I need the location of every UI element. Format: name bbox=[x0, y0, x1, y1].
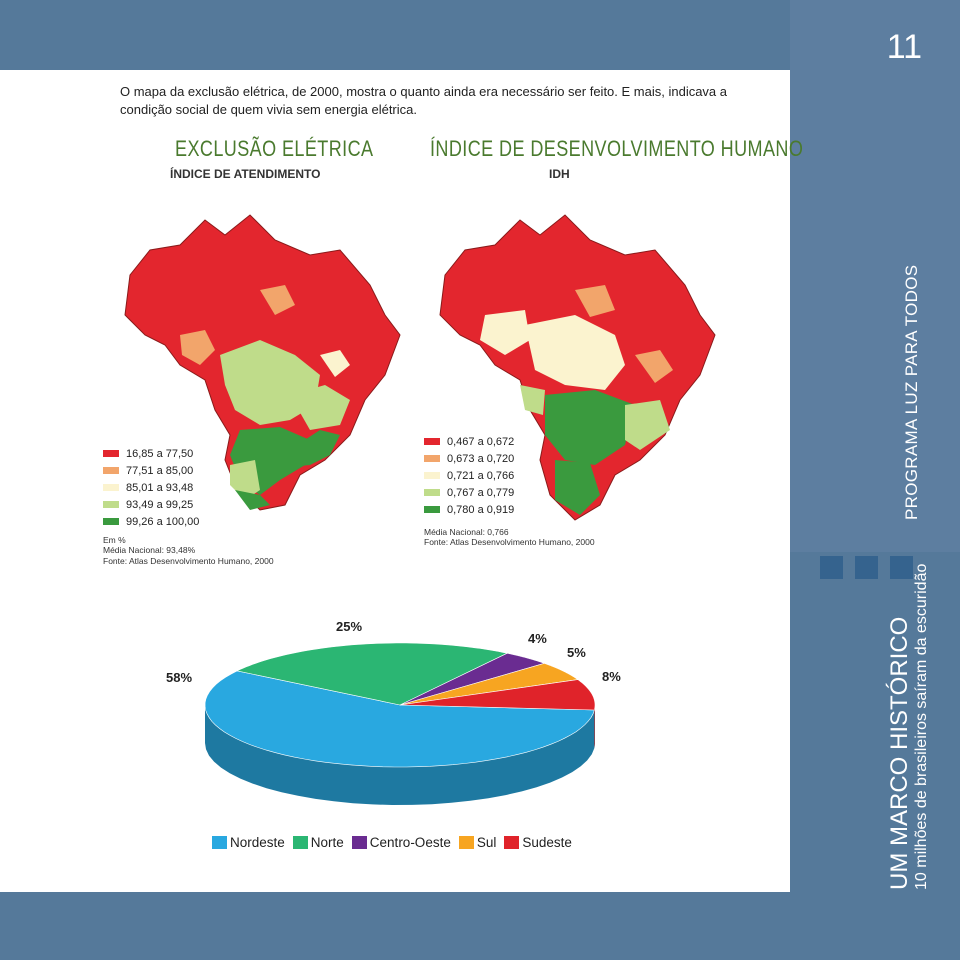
legend-item: 85,01 a 93,48 bbox=[103, 479, 199, 496]
legend-swatch bbox=[103, 484, 119, 491]
pie-label-norte: 25% bbox=[336, 619, 363, 634]
section-title: PROGRAMA LUZ PARA TODOS bbox=[902, 264, 921, 520]
unit-note: Em % bbox=[103, 535, 126, 545]
map-subtitle-atendimento: ÍNDICE DE ATENDIMENTO bbox=[170, 167, 321, 181]
pie-legend-item: Centro-Oeste bbox=[352, 835, 451, 850]
legend-swatch bbox=[103, 518, 119, 525]
legend-swatch bbox=[424, 472, 440, 479]
source-idh: Fonte: Atlas Desenvolvimento Humano, 2000 bbox=[424, 537, 595, 547]
pie-label-sul: 5% bbox=[567, 645, 586, 660]
legend-item: 99,26 a 100,00 bbox=[103, 513, 199, 530]
legend-swatch bbox=[504, 836, 519, 849]
pie-legend bbox=[212, 835, 580, 850]
legend-swatch bbox=[424, 455, 440, 462]
legend-item: 0,467 a 0,672 bbox=[424, 433, 514, 450]
legend-exclusao bbox=[103, 445, 199, 530]
sidebar-upper bbox=[790, 0, 960, 552]
legend-swatch bbox=[424, 489, 440, 496]
legend-swatch bbox=[103, 450, 119, 457]
pie-label-centro-oeste: 4% bbox=[528, 631, 547, 646]
intro-text: O mapa da exclusão elétrica, de 2000, mostra o quanto ainda era necessário ser feito. E mais, indicava a condição social de quem vivia sem energia elétrica. bbox=[120, 84, 728, 117]
pie-legend-item: Nordeste bbox=[212, 835, 285, 850]
legend-item: 16,85 a 77,50 bbox=[103, 445, 199, 462]
pie-legend-item: Sudeste bbox=[504, 835, 572, 850]
square-icon bbox=[820, 556, 843, 579]
legend-item: 93,49 a 99,25 bbox=[103, 496, 199, 513]
legend-swatch bbox=[212, 836, 227, 849]
pie-legend-item: Sul bbox=[459, 835, 497, 850]
square-icon bbox=[890, 556, 913, 579]
top-band bbox=[0, 0, 790, 70]
legend-idh bbox=[424, 433, 514, 518]
legend-swatch bbox=[424, 438, 440, 445]
legend-item: 0,721 a 0,766 bbox=[424, 467, 514, 484]
map-title-idh: ÍNDICE DE DESENVOLVIMENTO HUMANO bbox=[430, 136, 804, 161]
square-icon bbox=[855, 556, 878, 579]
bottom-band bbox=[0, 892, 790, 960]
pie-chart bbox=[190, 610, 610, 835]
page-number: 11 bbox=[886, 28, 922, 66]
legend-item: 0,673 a 0,720 bbox=[424, 450, 514, 467]
national-average-exclusao: Média Nacional: 93,48% bbox=[103, 545, 196, 555]
national-average-idh: Média Nacional: 0,766 bbox=[424, 527, 509, 537]
decorative-squares bbox=[820, 556, 913, 579]
milestone-subtitle: 10 milhões de brasileiros saíram da escuridão bbox=[913, 563, 930, 890]
legend-swatch bbox=[352, 836, 367, 849]
legend-item: 0,767 a 0,779 bbox=[424, 484, 514, 501]
legend-swatch bbox=[293, 836, 308, 849]
legend-swatch bbox=[424, 506, 440, 513]
legend-item: 0,780 a 0,919 bbox=[424, 501, 514, 518]
pie-label-nordeste: 58% bbox=[166, 670, 193, 685]
map-title-exclusao: EXCLUSÃO ELÉTRICA bbox=[175, 136, 374, 161]
legend-item: 77,51 a 85,00 bbox=[103, 462, 199, 479]
legend-swatch bbox=[103, 501, 119, 508]
pie-label-sudeste: 8% bbox=[602, 669, 621, 684]
legend-swatch bbox=[103, 467, 119, 474]
milestone-title: UM MARCO HISTÓRICO bbox=[886, 616, 913, 890]
pie-chart-svg bbox=[190, 610, 610, 830]
map-subtitle-idh: IDH bbox=[549, 167, 570, 181]
source-exclusao: Fonte: Atlas Desenvolvimento Humano, 2000 bbox=[103, 556, 274, 566]
pie-side-sudeste bbox=[594, 705, 595, 748]
pie-legend-item: Norte bbox=[293, 835, 344, 850]
legend-swatch bbox=[459, 836, 474, 849]
